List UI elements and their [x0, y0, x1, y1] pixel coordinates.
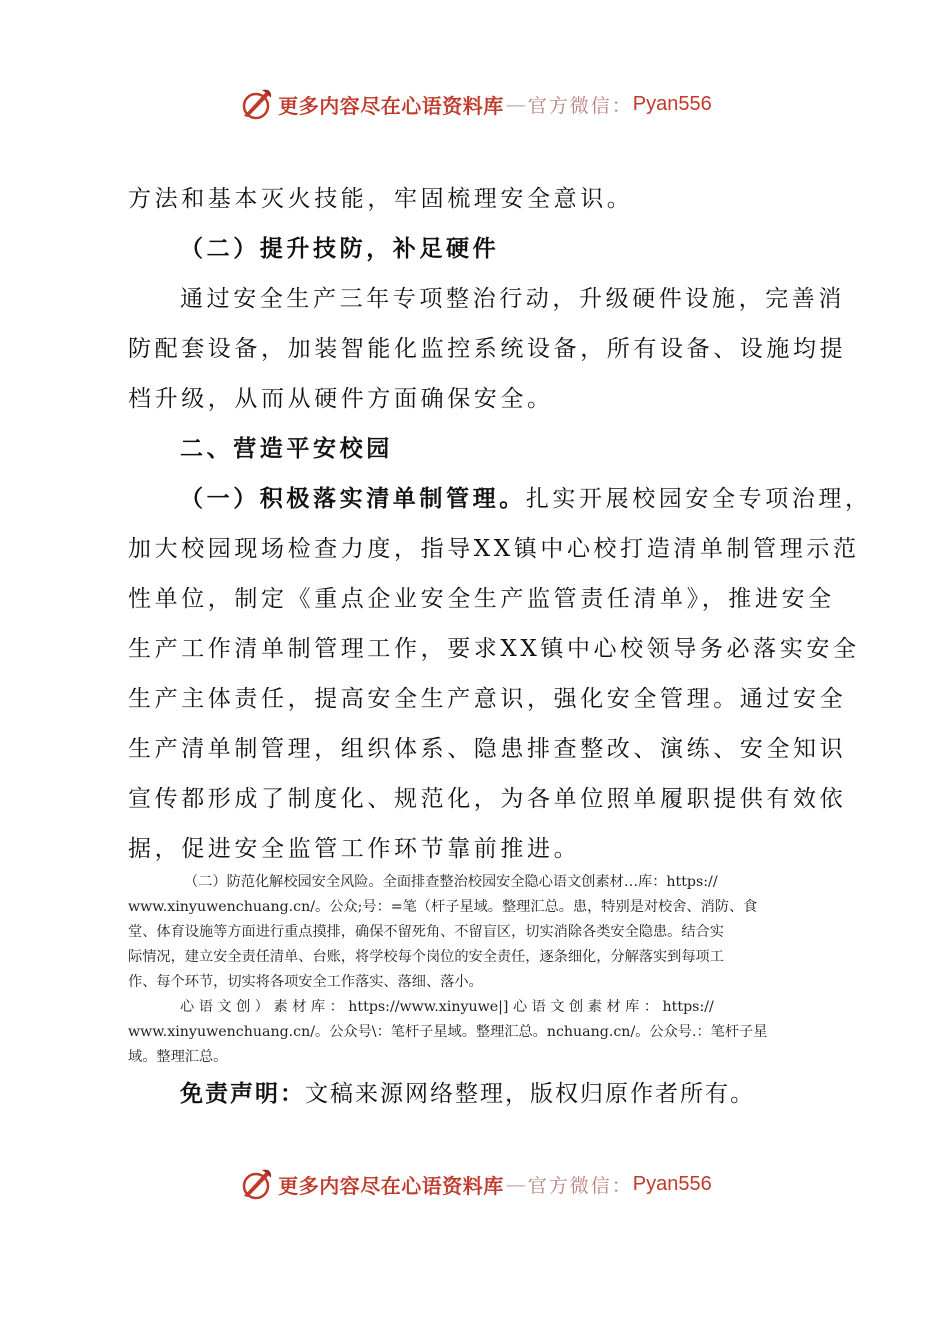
- body-line: 生产主体责任，提高安全生产意识，强化安全管理。通过安全: [128, 686, 847, 712]
- small-line: 际情况，建立安全责任清单、台账，将学校每个岗位的安全责任，逐条细化，分解落实到每项工: [128, 949, 724, 965]
- body-line: 加大校园现场检查力度，指导XX镇中心校打造清单制管理示范: [128, 536, 860, 562]
- banner-wechat-label: 官方微信：: [527, 94, 633, 117]
- body-line: 防配套设备，加装智能化监控系统设备，所有设备、设施均提: [128, 336, 847, 362]
- small-line: 堂、体育设施等方面进行重点摸排，确保不留死角、不留盲区，切实消除各类安全隐患。结合实: [128, 924, 724, 940]
- body-line-continuation: 扎实开展校园安全专项治理，: [525, 486, 872, 512]
- small-line: （二）防范化解校园安全风险。全面排查整治校园安全隐心语文创素材…库：https://: [184, 874, 718, 890]
- subsection-heading: （一）积极落实清单制管理。: [180, 485, 526, 512]
- banner-wechat-id: Pyan556: [632, 92, 712, 115]
- quill-logo-icon: [238, 86, 274, 122]
- banner-wechat-id: Pyan556: [632, 1172, 712, 1195]
- body-line: 性单位，制定《重点企业安全生产监管责任清单》，推进安全: [128, 586, 835, 612]
- disclaimer-label: 免责声明：: [180, 1081, 305, 1107]
- banner-wechat-label: 官方微信：: [527, 1174, 633, 1197]
- body-line: 生产清单制管理，组织体系、隐患排查整改、演练、安全知识: [128, 736, 847, 762]
- body-line: 宣传都形成了制度化、规范化，为各单位照单履职提供有效依: [128, 786, 847, 812]
- small-line: 作、每个环节，切实将各项安全工作落实、落细、落小。: [128, 974, 483, 990]
- disclaimer-text: 文稿来源网络整理，版权归原作者所有。: [305, 1081, 755, 1107]
- header-banner: [0, 84, 950, 124]
- banner-main-text: 更多内容尽在心语资料库: [278, 1173, 504, 1198]
- footer-banner: [0, 1164, 950, 1204]
- body-line: 通过安全生产三年专项整治行动，升级硬件设施，完善消: [180, 286, 845, 312]
- body-line: 档升级，从而从硬件方面确保安全。: [128, 386, 554, 412]
- body-line: 生产工作清单制管理工作，要求XX镇中心校领导务必落实安全: [128, 636, 860, 662]
- small-line: 域。整理汇总。: [128, 1049, 228, 1065]
- body-line: 方法和基本灭火技能，牢固梳理安全意识。: [128, 186, 634, 212]
- small-line: www.xinyuwenchuang.cn/。公众号\：笔杆子星域。整理汇总。nchuang.cn/。公众号.：笔杆子星: [128, 1024, 768, 1040]
- small-line: www.xinyuwenchuang.cn/。公众;号：=笔（杆子星域。整理汇总。患，特别是对校舍、消防、食: [128, 899, 758, 915]
- banner-separator: —: [505, 1172, 526, 1196]
- quill-logo-icon: [238, 1166, 274, 1202]
- small-line: 心 语 文 创 ） 素 材 库 ： https://www.xinyuwe|] 心 语 文 创 素 材 库 ： https://: [180, 999, 714, 1015]
- body-line: 据，促进安全监管工作环节靠前推进。: [128, 836, 581, 862]
- disclaimer: [180, 1072, 755, 1116]
- banner-main-text: 更多内容尽在心语资料库: [278, 93, 504, 118]
- body-line: [180, 474, 886, 524]
- section-heading: 二、营造平安校园: [180, 435, 393, 462]
- section-heading: （二）提升技防，补足硬件: [180, 235, 500, 262]
- banner-separator: —: [505, 92, 526, 116]
